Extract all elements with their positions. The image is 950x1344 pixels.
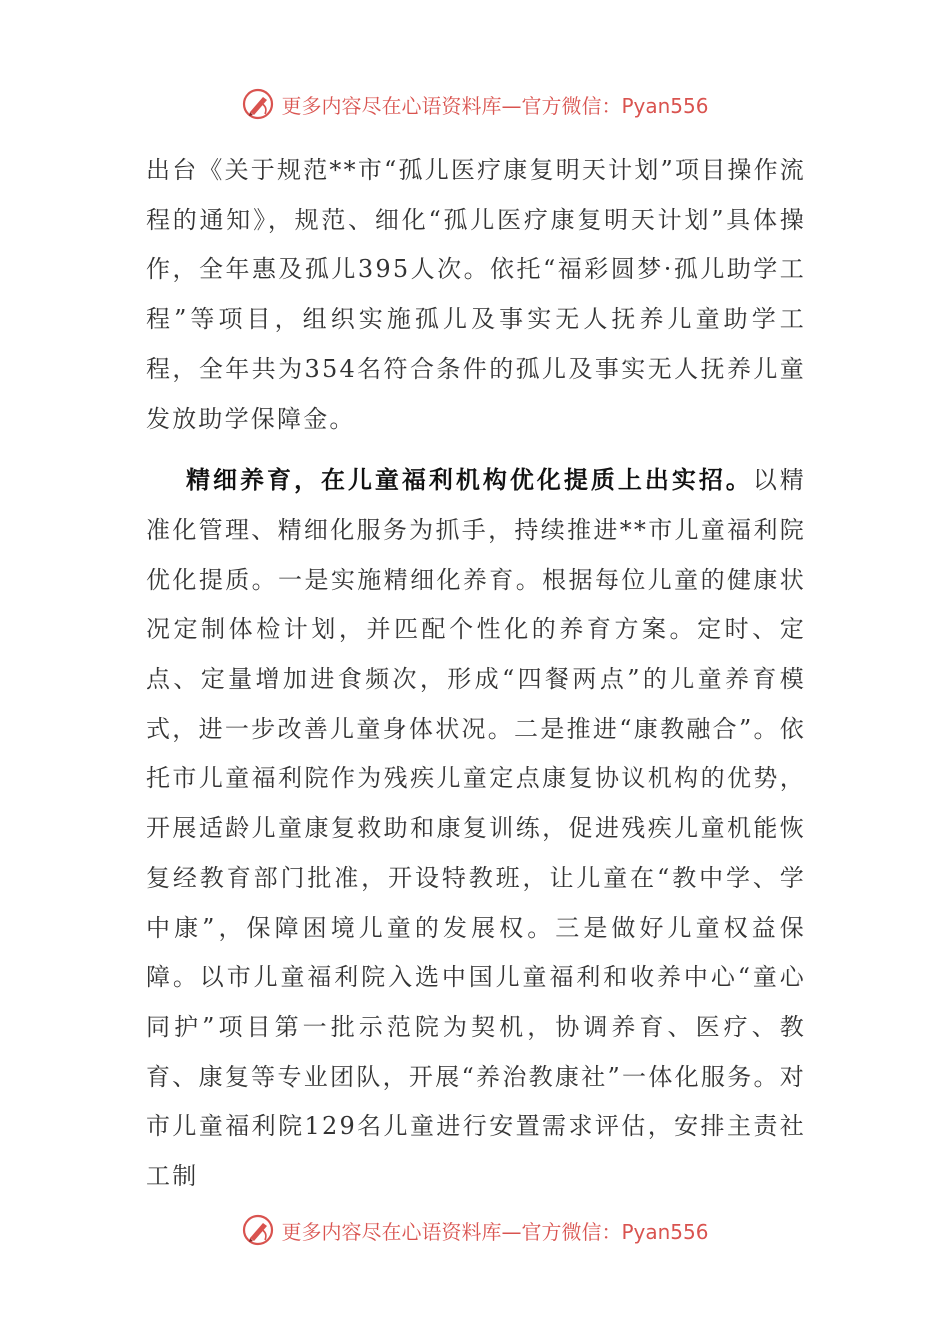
watermark-text: 更多内容尽在心语资料库—官方微信：Pyan556 bbox=[281, 1219, 709, 1244]
pen-logo-icon bbox=[241, 87, 275, 121]
paragraph-1 bbox=[146, 146, 806, 444]
pen-logo-icon bbox=[241, 1213, 275, 1247]
paragraph-2-lead: 精细养育，在儿童福利机构优化提质上出实招。 bbox=[186, 465, 753, 495]
paragraph-1-text: 出台《关于规范**市“孤儿医疗康复明天计划”项目操作流程的通知》，规范、细化“孤儿医疗康复明天计划”具体操作，全年惠及孤儿395人次。依托“福彩圆梦·孤儿助学工程”等项目，组织实施孤儿及事实无人抚养儿童助学工程，全年共为354名符合条件的孤儿及事实无人抚养儿童发放助学保障金。 bbox=[146, 156, 806, 433]
paragraph-2-text: 以精准化管理、精细化服务为抓手，持续推进**市儿童福利院优化提质。一是实施精细化养育。根据每位儿童的健康状况定制体检计划，并匹配个性化的养育方案。定时、定点、定量增加进食频次，形成“四餐两点”的儿童养育模式，进一步改善儿童身体状况。二是推进“康教融合”。依托市儿童福利院作为残疾儿童定点康复协议机构的优势，开展适龄儿童康复救助和康复训练，促进残疾儿童机能恢复经教育部门批准，开设特教班，让儿童在“教中学、学中康”，保障困境儿童的发展权。三是做好儿童权益保障。以市儿童福利院入选中国儿童福利和收养中心“童心同护”项目第一批示范院为契机，协调养育、医疗、教育、康复等专业团队，开展“养治教康社”一体化服务。对市儿童福利院129名儿童进行安置需求评估，安排主责社工制 bbox=[146, 466, 807, 1191]
footer-watermark bbox=[0, 1210, 950, 1250]
document-body bbox=[146, 146, 806, 1202]
header-watermark bbox=[0, 84, 950, 124]
watermark-text: 更多内容尽在心语资料库—官方微信：Pyan556 bbox=[281, 93, 709, 118]
paragraph-2 bbox=[146, 455, 806, 1202]
